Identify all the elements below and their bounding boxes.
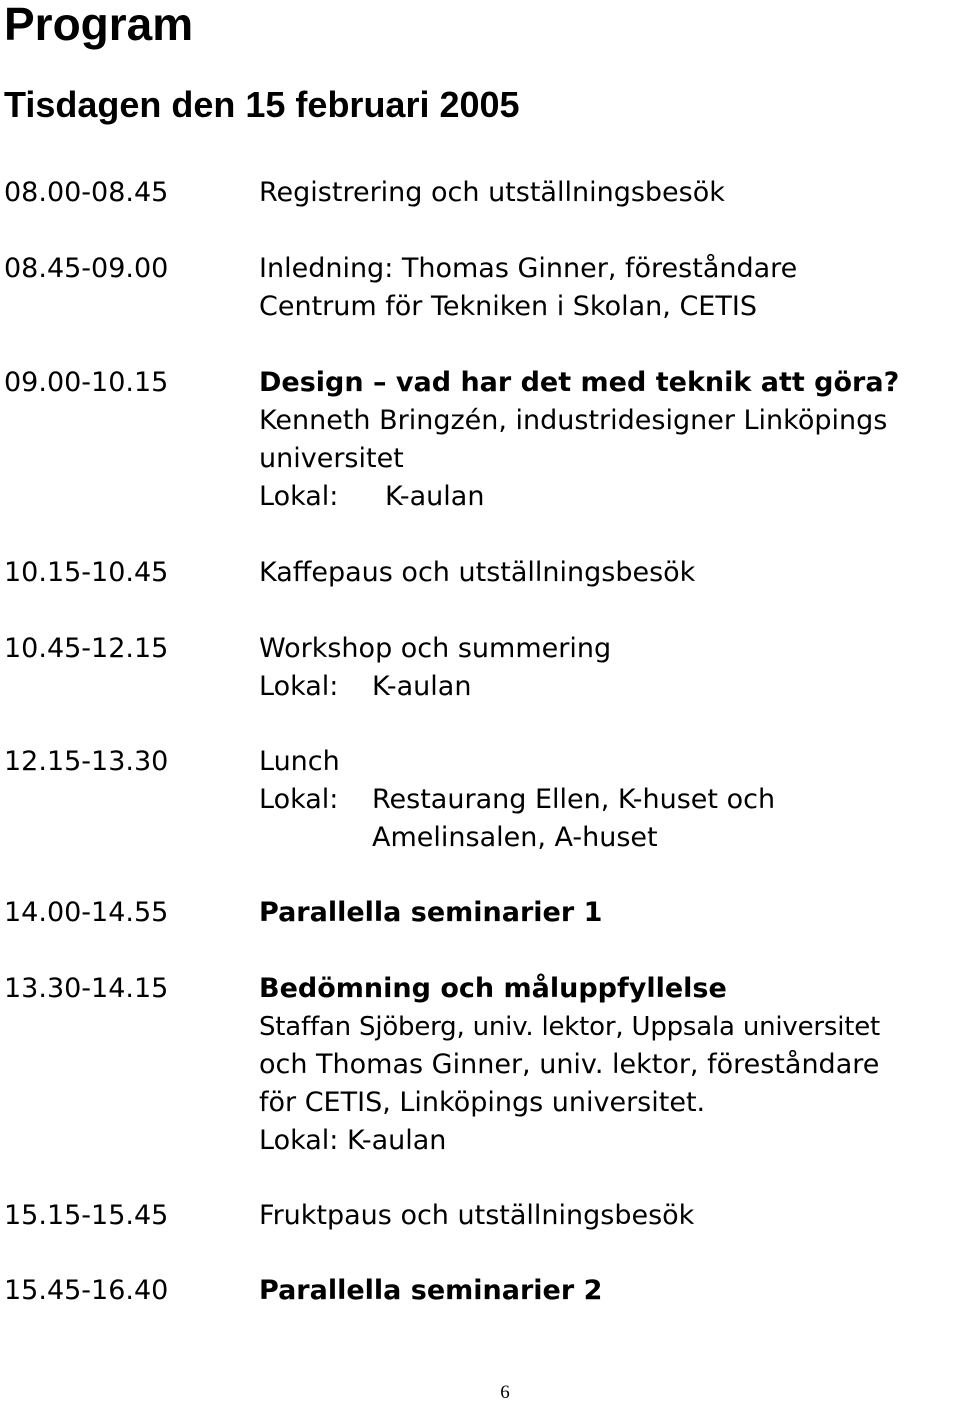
entry-body <box>259 554 960 592</box>
entry-time: 08.45-09.00 <box>4 253 169 284</box>
entry-line: Staffan Sjöberg, univ. lektor, Uppsala universitet <box>259 1012 881 1042</box>
entry-body <box>259 1272 960 1310</box>
page-title: Program <box>4 0 194 50</box>
entry-line: Kenneth Bringzén, industridesigner Linköpings <box>259 405 888 436</box>
entry-body <box>259 364 960 516</box>
venue-label: Lokal: <box>259 784 339 815</box>
entry-time: 09.00-10.15 <box>4 367 169 398</box>
entry-time: 13.30-14.15 <box>4 973 169 1004</box>
entry-venue <box>259 781 960 857</box>
entry-heading: Design – vad har det med teknik att göra? <box>259 367 900 398</box>
entry-time: 15.15-15.45 <box>4 1200 169 1231</box>
entry-time: 12.15-13.30 <box>4 746 169 777</box>
entry-heading: Bedömning och måluppfyllelse <box>259 973 727 1004</box>
entry-line: Lunch <box>259 746 340 777</box>
entry-venue <box>259 478 960 516</box>
entry-body <box>259 1197 960 1235</box>
entry-body <box>259 743 960 857</box>
entry-line: universitet <box>259 443 404 474</box>
entry-time: 10.45-12.15 <box>4 633 169 664</box>
entry-line: för CETIS, Linköpings universitet. <box>259 1087 706 1118</box>
entry-line: Centrum för Tekniken i Skolan, CETIS <box>259 291 757 322</box>
entry-body <box>259 894 960 932</box>
venue-value: K-aulan <box>385 481 485 512</box>
entry-time: 14.00-14.55 <box>4 897 169 928</box>
entry-body <box>259 970 960 1160</box>
venue-line: Restaurang Ellen, K-huset och <box>372 784 776 815</box>
entry-heading: Parallella seminarier 1 <box>259 897 603 928</box>
day-heading: Tisdagen den 15 februari 2005 <box>4 84 520 125</box>
entry-line: Registrering och utställningsbesök <box>259 177 725 208</box>
entry-line: Kaffepaus och utställningsbesök <box>259 557 696 588</box>
venue-value <box>372 781 775 857</box>
entry-time: 08.00-08.45 <box>4 177 169 208</box>
entry-body <box>259 630 960 706</box>
venue-label: Lokal: <box>259 671 339 702</box>
entry-line: Workshop och summering <box>259 633 612 664</box>
venue-value: K-aulan <box>372 671 472 702</box>
entry-line: Fruktpaus och utställningsbesök <box>259 1200 695 1231</box>
entry-line: Lokal: K-aulan <box>259 1125 447 1156</box>
entry-venue <box>259 668 960 706</box>
entry-line: Inledning: Thomas Ginner, föreståndare <box>259 253 798 284</box>
entry-line: och Thomas Ginner, univ. lektor, föreståndare <box>259 1049 880 1080</box>
entry-body <box>259 250 960 326</box>
entry-time: 10.15-10.45 <box>4 557 169 588</box>
entry-body <box>259 174 960 212</box>
entry-heading: Parallella seminarier 2 <box>259 1275 603 1306</box>
page-number: 6 <box>500 1382 510 1403</box>
venue-line: Amelinsalen, A-huset <box>372 822 658 853</box>
entry-time: 15.45-16.40 <box>4 1275 169 1306</box>
venue-label: Lokal: <box>259 481 339 512</box>
